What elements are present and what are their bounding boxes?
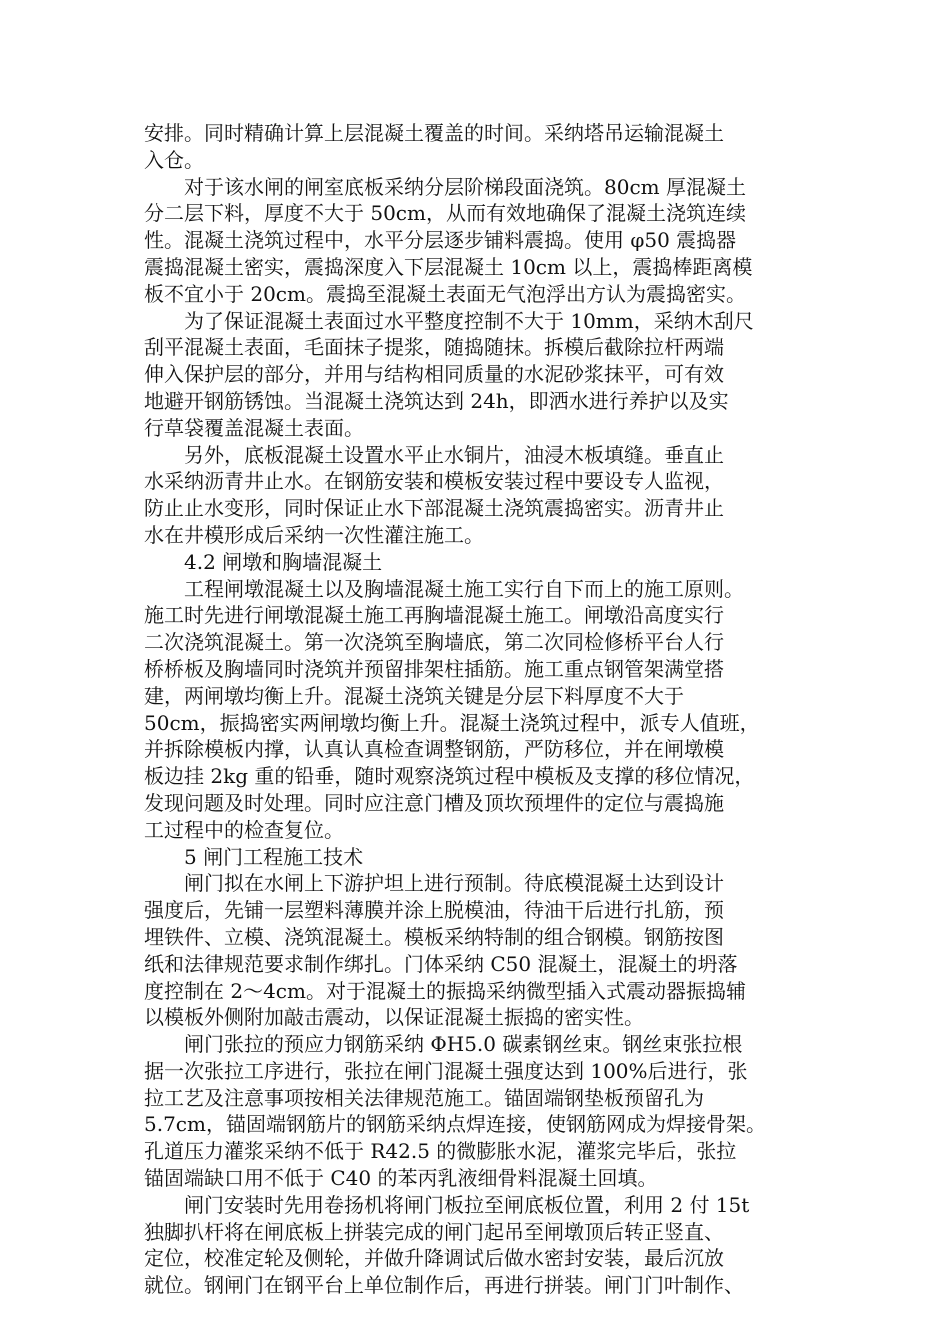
text-line: 为了保证混凝土表面过水平整度控制不大于 10mm，采纳木刮尺 — [184, 308, 754, 333]
text-line: 性。混凝土浇筑过程中，水平分层逐步铺料震捣。使用 φ50 震捣器 — [144, 228, 737, 253]
text-line: 水采纳沥青井止水。在钢筋安装和模板安装过程中要设专人监视， — [144, 469, 724, 494]
text-line: 并拆除模板内撑，认真认真检查调整钢筋，严防移位，并在闸墩模 — [144, 737, 724, 762]
text-line: 闸门拟在水闸上下游护坦上进行预制。待底模混凝土达到设计 — [184, 871, 724, 896]
text-line: 对于该水闸的闸室底板采纳分层阶梯段面浇筑。80cm 厚混凝土 — [184, 174, 746, 199]
text-line: 发现问题及时处理。同时应注意门槽及顶坎预埋件的定位与震捣施 — [144, 790, 724, 815]
text-line: 孔道压力灌浆采纳不低于 R42.5 的微膨胀水泥，灌浆完毕后，张拉 — [144, 1139, 737, 1164]
text-line: 就位。钢闸门在钢平台上单位制作后，再进行拼装。闸门门叶制作、 — [144, 1273, 744, 1298]
text-line: 防止止水变形，同时保证止水下部混凝土浇筑震捣密实。沥青井止 — [144, 496, 724, 521]
text-line: 桥桥板及胸墙同时浇筑并预留排架柱插筋。施工重点钢管架满堂搭 — [144, 656, 724, 681]
text-line: 板边挂 2kg 重的铅垂，随时观察浇筑过程中模板及支撑的移位情况， — [144, 764, 755, 789]
text-line: 纸和法律规范要求制作绑扎。门体采纳 C50 混凝土，混凝土的坍落 — [144, 951, 738, 976]
text-line: 震捣混凝土密实，震捣深度入下层混凝土 10cm 以上，震捣棒距离模 — [144, 254, 753, 279]
text-line: 5 闸门工程施工技术 — [184, 844, 364, 869]
text-line: 建，两闸墩均衡上升。混凝土浇筑关键是分层下料厚度不大于 — [144, 683, 684, 708]
text-line: 据一次张拉工序进行，张拉在闸门混凝土强度达到 100%后进行，张 — [144, 1058, 748, 1083]
text-line: 拉工艺及注意事项按相关法律规范施工。锚固端钢垫板预留孔为 — [144, 1085, 704, 1110]
text-line: 工程闸墩混凝土以及胸墙混凝土施工实行自下而上的施工原则。 — [184, 576, 744, 601]
document-body-text — [144, 120, 824, 1299]
text-line: 刮平混凝土表面，毛面抹子提浆，随捣随抹。拆模后截除拉杆两端 — [144, 335, 724, 360]
text-line: 水在井模形成后采纳一次性灌注施工。 — [144, 522, 484, 547]
text-line: 定位，校准定轮及侧轮，并做升降调试后做水密封安装，最后沉放 — [144, 1246, 724, 1271]
text-line: 埋铁件、立模、浇筑混凝土。模板采纳特制的组合钢模。钢筋按图 — [144, 924, 724, 949]
text-line: 度控制在 2～4cm。对于混凝土的振捣采纳微型插入式震动器振捣辅 — [144, 978, 746, 1003]
text-line: 二次浇筑混凝土。第一次浇筑至胸墙底，第二次同检修桥平台人行 — [144, 630, 724, 655]
text-line: 以模板外侧附加敲击震动，以保证混凝土振捣的密实性。 — [144, 1005, 644, 1030]
text-line: 5.7cm，锚固端钢筋片的钢筋采纳点焊连接，使钢筋网成为焊接骨架。 — [144, 1112, 766, 1137]
text-line: 工过程中的检查复位。 — [144, 817, 344, 842]
text-line: 伸入保护层的部分，并用与结构相同质量的水泥砂浆抹平，可有效 — [144, 362, 724, 387]
text-line: 另外，底板混凝土设置水平止水铜片，油浸木板填缝。垂直止 — [184, 442, 724, 467]
text-line: 50cm，振捣密实两闸墩均衡上升。混凝土浇筑过程中，派专人值班， — [144, 710, 760, 735]
text-line: 锚固端缺口用不低于 C40 的苯丙乳液细骨料混凝土回填。 — [144, 1166, 658, 1191]
text-line: 强度后，先铺一层塑料薄膜并涂上脱模油，待油干后进行扎筋，预 — [144, 898, 724, 923]
text-line: 4.2 闸墩和胸墙混凝土 — [184, 549, 383, 574]
text-line: 安排。同时精确计算上层混凝土覆盖的时间。采纳塔吊运输混凝土 — [144, 121, 724, 145]
text-line: 板不宜小于 20cm。震捣至混凝土表面无气泡浮出方认为震捣密实。 — [144, 281, 746, 306]
text-line: 独脚扒杆将在闸底板上拼装完成的闸门起吊至闸墩顶后转正竖直、 — [144, 1219, 724, 1244]
text-line: 闸门张拉的预应力钢筋采纳 ΦH5.0 碳素钢丝束。钢丝束张拉根 — [184, 1032, 743, 1057]
text-line: 闸门安装时先用卷扬机将闸门板拉至闸底板位置，利用 2 付 15t — [184, 1192, 750, 1217]
text-line: 施工时先进行闸墩混凝土施工再胸墙混凝土施工。闸墩沿高度实行 — [144, 603, 724, 628]
text-line: 地避开钢筋锈蚀。当混凝土浇筑达到 24h，即洒水进行养护以及实 — [144, 388, 729, 413]
text-line: 行草袋覆盖混凝土表面。 — [144, 415, 364, 440]
text-line: 入仓。 — [144, 147, 204, 172]
text-line: 分二层下料，厚度不大于 50cm，从而有效地确保了混凝土浇筑连续 — [144, 201, 746, 226]
